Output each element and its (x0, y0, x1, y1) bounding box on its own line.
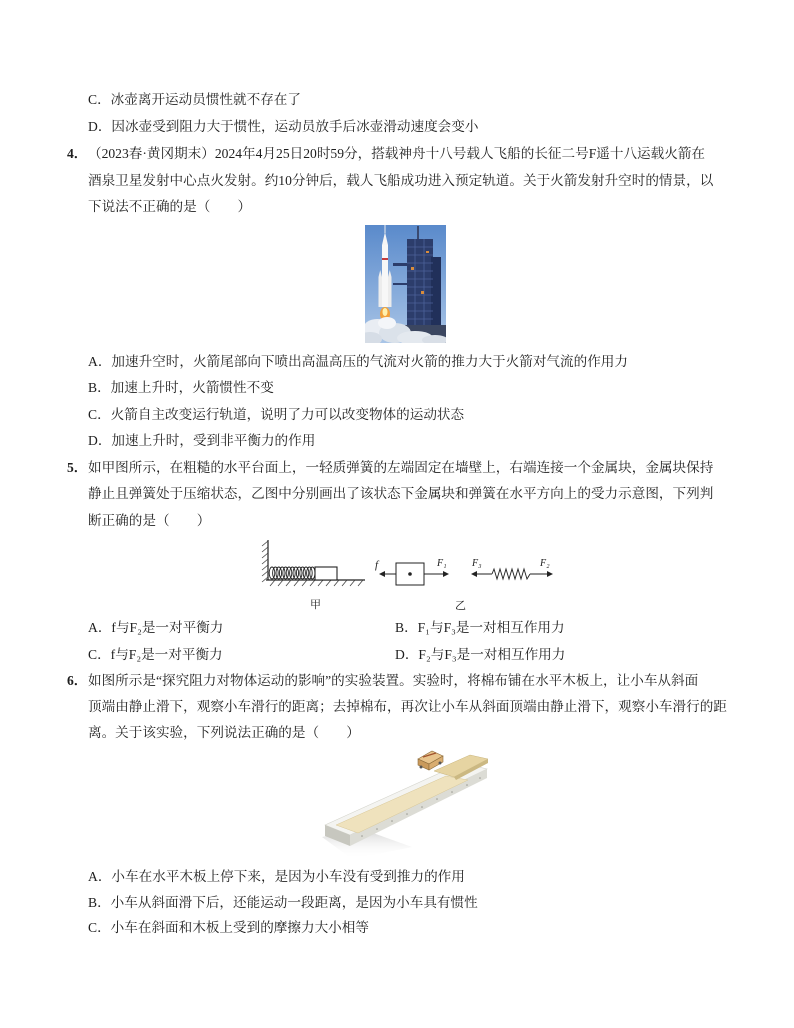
force-diagram-svg (258, 536, 558, 612)
option-label: B． (395, 620, 418, 635)
option-label: D． (395, 647, 419, 662)
question-6-number: 6． (67, 673, 88, 688)
question-5-option-d (395, 645, 565, 665)
question-6-option-a (88, 867, 465, 887)
question-4-stem-line: 酒泉卫星发射中心点火发射。约10分钟后，载人飞船成功进入预定轨道。关于火箭发射升空时的情景，以 (88, 173, 714, 188)
toy-cart (418, 751, 443, 770)
label-f3: F₃ (472, 558, 482, 569)
option-label: B． (88, 380, 111, 395)
option-label: C． (88, 407, 111, 422)
question-5-stem-line: 断正确的是（ ） (88, 513, 211, 528)
rocket-launch-photo (365, 225, 446, 343)
label-f1: F₁ (437, 558, 447, 569)
question-6-stem-line: 离。关于该实验，下列说法正确的是（ ） (88, 725, 360, 740)
option-label: C． (88, 647, 111, 662)
question-4-option-b (88, 378, 274, 398)
option-text: 冰壶离开运动员惯性就不存在了 (110, 92, 301, 107)
option-text: 因冰壶受到阻力大于惯性，运动员放手后冰壶滑动速度会变小 (111, 119, 479, 134)
table-hatching (270, 580, 363, 586)
spring-force-diagram (258, 536, 558, 612)
option-text: 火箭自主改变运行轨道，说明了力可以改变物体的运动状态 (110, 407, 465, 422)
option-text: 小车在水平木板上停下来，是因为小车没有受到推力的作用 (111, 869, 465, 884)
cloth-surface (336, 776, 468, 833)
label-f2: F₂ (540, 558, 550, 569)
incline-cart-apparatus-photo (322, 747, 488, 861)
question-4-option-a (88, 352, 628, 372)
rocket-launch-image (365, 225, 446, 343)
option-label: A． (88, 354, 112, 369)
option-label: A． (88, 869, 112, 884)
option-label: D． (88, 433, 112, 448)
diagram-jia (262, 540, 365, 611)
option-label: C． (88, 920, 111, 935)
option-text: F₁与F₃是一对相互作用力 (417, 620, 565, 635)
option-label: A． (88, 620, 112, 635)
question-5-option-a (88, 618, 223, 638)
metal-block (315, 567, 337, 580)
question-5-option-c (88, 645, 223, 665)
question-5-option-b (395, 618, 565, 638)
option-text: 加速上升时，火箭惯性不变 (110, 380, 274, 395)
option-text: f与F₂是一对平衡力 (111, 620, 224, 635)
spring-zigzag (492, 569, 530, 579)
question-4-option-d (88, 431, 315, 451)
spring-coils (269, 567, 315, 579)
question-4-stem-line: （2023春·黄冈期末）2024年4月25日20时59分，搭载神舟十八号载人飞船的长征二号F遥十八运载火箭在 (88, 146, 706, 161)
option-text: 加速上升时，受到非平衡力的作用 (111, 433, 316, 448)
option-text: f与F₂是一对平衡力 (110, 647, 223, 662)
prev-option-c (88, 90, 301, 110)
question-5-stem-line: 如甲图所示，在粗糙的水平台面上，一轻质弹簧的左端固定在墙壁上，右端连接一个金属块，金属块保持 (88, 460, 714, 475)
question-4-number: 4． (67, 146, 88, 161)
question-6-option-b (88, 893, 478, 913)
option-text: F₂与F₃是一对相互作用力 (418, 647, 566, 662)
label-f: f (375, 559, 379, 571)
question-5-number: 5． (67, 460, 88, 475)
question-4-option-c (88, 405, 464, 425)
option-text: 加速升空时，火箭尾部向下喷出高温高压的气流对火箭的推力大于火箭对气流的作用力 (111, 354, 628, 369)
label-jia: 甲 (310, 599, 321, 611)
prev-option-d (88, 117, 478, 137)
label-yi: 乙 (455, 600, 466, 612)
option-label: D． (88, 119, 112, 134)
incline-apparatus-image (322, 747, 488, 861)
question-6-stem-line: 如图所示是“探究阻力对物体运动的影响”的实验装置。实验时，将棉布铺在水平木板上，让小车从斜面 (88, 673, 699, 688)
block-center-dot (408, 572, 412, 576)
question-6-option-c (88, 918, 369, 938)
diagram-yi (375, 558, 552, 612)
wall-hatching (262, 541, 268, 582)
option-text: 小车从斜面滑下后，还能运动一段距离，是因为小车具有惯性 (110, 895, 478, 910)
option-label: B． (88, 895, 111, 910)
option-label: C． (88, 92, 111, 107)
option-text: 小车在斜面和木板上受到的摩擦力大小相等 (110, 920, 369, 935)
question-6-stem-line: 顶端由静止滑下，观察小车滑行的距离；去掉棉布，再次让小车从斜面顶端由静止滑下，观察小车滑行的距 (88, 699, 727, 714)
question-4-stem-line: 下说法不正确的是（ ） (88, 199, 252, 214)
question-5-stem-line: 静止且弹簧处于压缩状态，乙图中分别画出了该状态下金属块和弹簧在水平方向上的受力示意图，下列判 (88, 486, 714, 501)
